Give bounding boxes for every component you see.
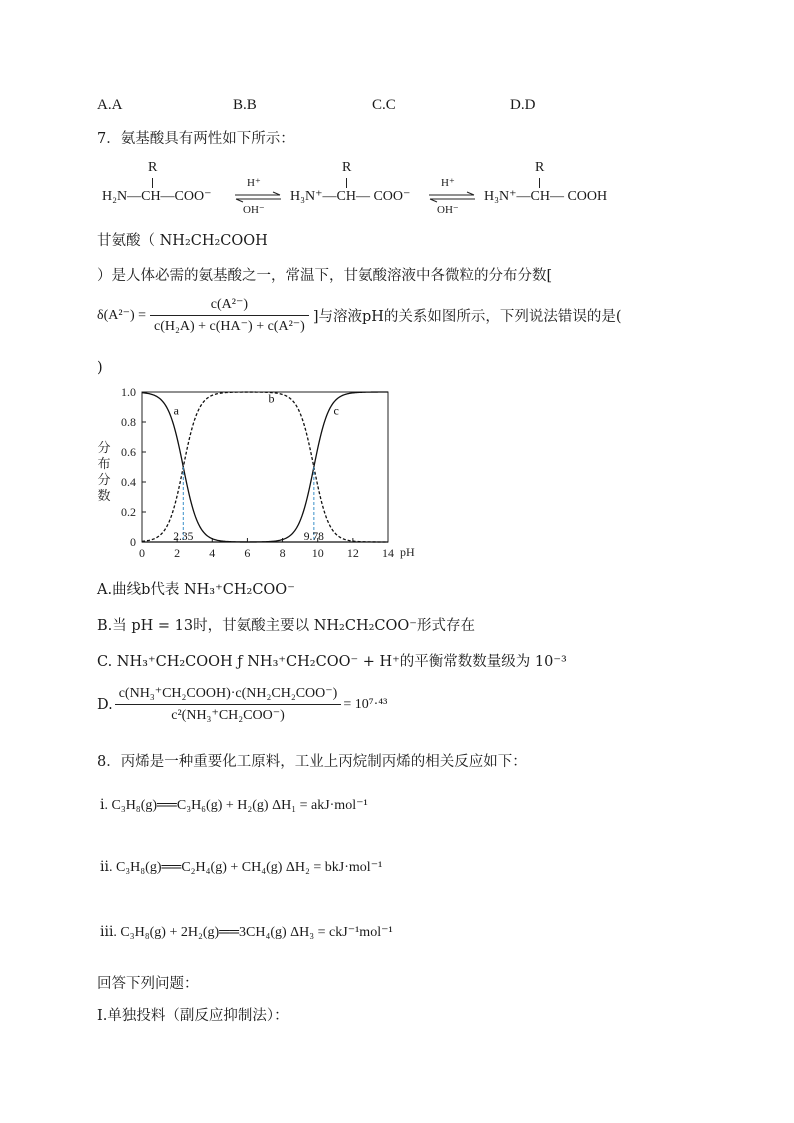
- reaction-3: ⅲ. C₃H₈(g) + 2H₂(g)══3CH₄(g) ΔH₃ = ckJ⁻¹mol⁻¹: [100, 925, 393, 940]
- q7-line4: ): [97, 360, 103, 376]
- option-a-text: A.曲线b代表 NH₃⁺CH₂COO⁻: [97, 582, 295, 598]
- y-tick-label: 0.6: [121, 445, 136, 459]
- double-arrow-2-icon: [427, 191, 477, 203]
- x-tick-label: 2: [174, 546, 181, 560]
- y-tick-label: 0.8: [121, 415, 136, 429]
- y-tick-label: 1.0: [121, 385, 136, 399]
- structure-2: H₃N⁺—CH— COO⁻: [290, 189, 411, 204]
- x-tick-label: 14: [382, 546, 394, 560]
- crossing-label: 2.35: [173, 531, 194, 543]
- r-group-1: R: [148, 160, 158, 175]
- option-d-fraction: [115, 685, 342, 724]
- y-tick-label: 0.2: [121, 505, 136, 519]
- y-tick-label: 0.4: [121, 475, 136, 489]
- q7-stem: 7．氨基酸具有两性如下所示：: [97, 131, 295, 147]
- arrow-2-bottom: OH⁻: [437, 204, 459, 216]
- structure-1: H₂N—CH—COO⁻: [102, 189, 212, 204]
- delta-fraction: [150, 296, 309, 335]
- option-d: D.D: [510, 97, 536, 113]
- glycine-label: 甘氨酸（ NH₂CH₂COOH: [97, 233, 268, 249]
- arrow-1-bottom: OH⁻: [243, 204, 265, 216]
- option-b-text: B.当 pH = 13时，甘氨酸主要以 NH₂CH₂COO⁻形式存在: [97, 618, 475, 634]
- x-tick-label: 6: [244, 546, 251, 560]
- amphoteric-equation: [100, 160, 740, 220]
- x-tick-label: 0: [139, 546, 145, 560]
- delta-lhs: δ(A²⁻) =: [97, 308, 147, 323]
- q7-line2: ）是人体必需的氨基酸之一，常温下，甘氨酸溶液中各微粒的分布分数[: [97, 268, 553, 284]
- equilibrium-arrow-2: [427, 176, 477, 222]
- option-d-text: [97, 685, 387, 724]
- series-c-label: c: [333, 403, 339, 418]
- option-d-rhs: = 10⁷·⁴³: [343, 696, 388, 712]
- y-axis-label-char: 数: [97, 489, 111, 504]
- bond-2: [346, 178, 347, 188]
- option-d-prefix: D.: [97, 696, 113, 713]
- equilibrium-arrow-1: [233, 176, 283, 222]
- r-group-2: R: [342, 160, 352, 175]
- bond-3: [539, 178, 540, 188]
- y-axis-label-char: 分: [97, 441, 111, 456]
- structure-3: H₃N⁺—CH— COOH: [484, 189, 608, 204]
- y-tick-label: 0: [130, 535, 136, 549]
- q7-line3-tail: ]与溶液pH的关系如图所示，下列说法错误的是(: [312, 309, 622, 325]
- x-tick-label: 8: [279, 546, 286, 560]
- r-group-3: R: [535, 160, 545, 175]
- distribution-formula: [97, 296, 622, 335]
- y-axis-label-char: 布: [97, 457, 111, 472]
- x-axis-label: pH: [400, 545, 415, 559]
- double-arrow-1-icon: [233, 191, 283, 203]
- arrow-1-top: H⁺: [247, 177, 261, 189]
- option-d-denominator: c²(NH₃⁺CH₂COO⁻): [171, 708, 285, 723]
- option-a: A.A: [97, 97, 123, 113]
- delta-denominator: c(H₂A) + c(HA⁻) + c(A²⁻): [154, 319, 305, 334]
- y-axis-label-char: 分: [97, 473, 111, 488]
- distribution-chart: [92, 382, 415, 572]
- option-c-text: C. NH₃⁺CH₂COOH ƒ NH₃⁺CH₂COO⁻ + H⁺的平衡常数数量级为 10⁻³: [97, 654, 567, 670]
- crossing-label: 9.78: [303, 531, 324, 543]
- series-b-label: b: [268, 391, 275, 406]
- option-d-numerator: c(NH₃⁺CH₂COOH)·c(NH₂CH₂COO⁻): [115, 685, 342, 705]
- arrow-2-top: H⁺: [441, 177, 455, 189]
- x-tick-label: 10: [311, 546, 324, 560]
- bond-1: [152, 178, 153, 188]
- option-b: B.B: [233, 97, 257, 113]
- q8-stem: 8．丙烯是一种重要化工原料，工业上丙烷制丙烯的相关反应如下：: [97, 754, 527, 770]
- x-tick-label: 12: [346, 546, 359, 560]
- q8-prompt: 回答下列问题：: [97, 976, 199, 992]
- series-a-label: a: [173, 403, 179, 418]
- option-c: C.C: [372, 97, 396, 113]
- q8-part1: Ⅰ.单独投料（副反应抑制法）：: [97, 1008, 289, 1024]
- reaction-2: ⅱ. C₃H₈(g)══C₂H₄(g) + CH₄(g) ΔH₂ = bkJ·mol⁻¹: [100, 860, 383, 875]
- reaction-1: ⅰ. C₃H₈(g)══C₃H₆(g) + H₂(g) ΔH₁ = akJ·mol⁻¹: [100, 798, 368, 813]
- x-tick-label: 4: [209, 546, 216, 560]
- delta-numerator: c(A²⁻): [150, 296, 309, 316]
